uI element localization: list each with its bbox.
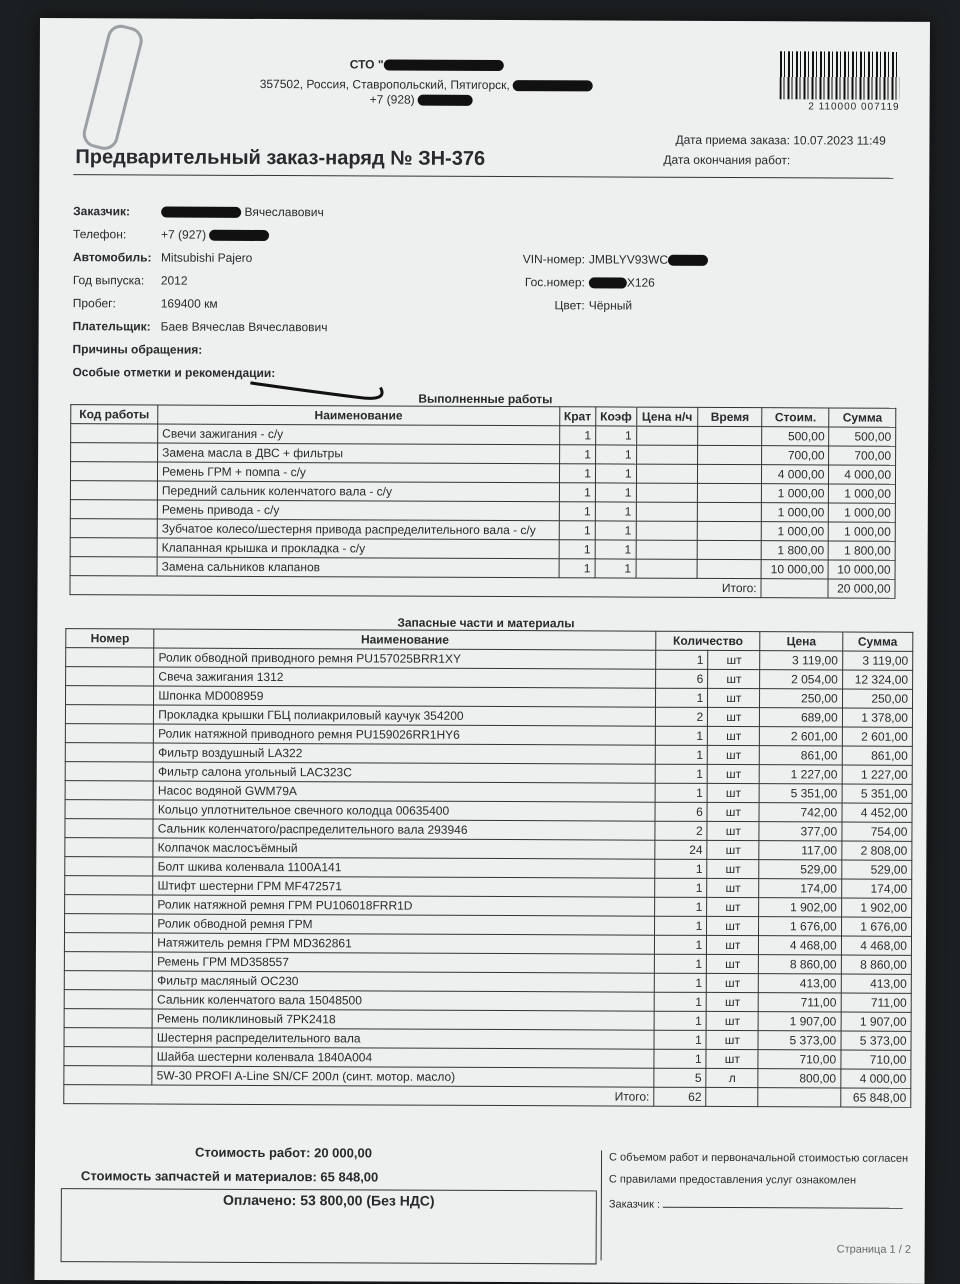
part-sum: 5 351,00 [842, 784, 912, 803]
work-rate [636, 540, 698, 559]
part-number [65, 895, 153, 914]
work-rate [636, 464, 698, 483]
part-number [65, 762, 153, 781]
part-sum: 8 860,00 [841, 955, 911, 974]
work-name: Замена масла в ДВС + фильтры [158, 443, 560, 464]
part-unit: шт [706, 1011, 758, 1030]
part-number [65, 781, 153, 800]
part-price: 4 468,00 [759, 936, 841, 955]
part-qty: 6 [656, 669, 708, 688]
work-sum: 500,00 [829, 427, 896, 446]
part-qty: 1 [655, 916, 707, 935]
parts-header-cell: Номер [66, 629, 154, 648]
works-header-cell: Код работы [71, 405, 158, 424]
part-number [64, 990, 152, 1009]
part-name: Шайба шестерни коленвала 1840A004 [152, 1047, 654, 1068]
part-number [66, 648, 154, 667]
work-name: Свечи зажигания - с/у [158, 424, 560, 445]
part-qty: 1 [654, 1049, 706, 1068]
part-number [65, 743, 153, 762]
work-name: Передний сальник коленчатого вала - с/у [157, 481, 559, 502]
work-koef: 1 [596, 426, 637, 445]
work-koef: 1 [595, 483, 636, 502]
part-sum: 4 468,00 [841, 936, 911, 955]
part-unit: л [706, 1068, 758, 1087]
part-number [64, 1066, 152, 1085]
part-number [65, 857, 153, 876]
part-price: 1 227,00 [760, 765, 842, 784]
parts-cost: Стоимость запчастей и материалов: 65 848,00 [80, 1168, 379, 1185]
work-sum: 4 000,00 [829, 465, 896, 484]
work-cost: 1 000,00 [761, 503, 828, 522]
part-price: 2 601,00 [760, 727, 842, 746]
works-header-cell: Коэф [596, 407, 637, 426]
part-price: 5 351,00 [760, 784, 842, 803]
work-krat: 1 [559, 445, 595, 464]
page-number: Страница 1 / 2 [836, 1243, 911, 1256]
work-time [697, 521, 761, 540]
work-time [698, 445, 762, 464]
part-sum: 1 902,00 [841, 898, 911, 917]
works-total-row [70, 576, 895, 599]
work-sum: 700,00 [829, 446, 896, 465]
part-name: Кольцо уплотнительное свечного колодца 00635400 [153, 800, 655, 821]
part-price: 3 119,00 [760, 651, 842, 670]
parts-header-cell: Наименование [154, 629, 656, 650]
part-name: Насос водяной GWM79A [153, 781, 655, 802]
work-code [71, 424, 158, 443]
works-total-label: Итого: [70, 576, 761, 598]
work-code [70, 519, 157, 538]
part-sum: 250,00 [842, 689, 912, 708]
part-sum: 174,00 [841, 879, 911, 898]
paper-clip [80, 22, 146, 153]
part-name: Ремень поликлиновый 7PK2418 [152, 1009, 654, 1030]
part-sum: 12 324,00 [842, 670, 912, 689]
part-qty: 1 [654, 954, 706, 973]
part-name: Шестерня распределительного вала [152, 1028, 654, 1049]
part-unit: шт [708, 669, 760, 688]
work-cost: 1 000,00 [762, 484, 829, 503]
part-name: Натяжитель ремня ГРМ MD362861 [153, 933, 655, 954]
part-sum: 861,00 [842, 746, 912, 765]
parts-title: Запасные части и материалы [397, 615, 575, 631]
part-name: Фильтр масляный OC230 [153, 971, 655, 992]
part-qty: 1 [656, 688, 708, 707]
part-number [65, 705, 153, 724]
part-sum: 2 601,00 [842, 727, 912, 746]
work-time [698, 502, 762, 521]
part-unit: шт [708, 707, 760, 726]
signature-line: Заказчик : [609, 1198, 903, 1211]
part-price: 742,00 [759, 803, 841, 822]
part-unit: шт [707, 783, 759, 802]
work-name: Клапанная крышка и прокладка - с/у [157, 538, 559, 559]
work-krat: 1 [559, 559, 595, 578]
part-qty: 1 [655, 745, 707, 764]
work-time [697, 559, 761, 578]
part-name: Штифт шестерни ГРМ MF472571 [153, 876, 655, 897]
work-rate [636, 502, 698, 521]
part-unit: шт [707, 764, 759, 783]
part-price: 8 860,00 [759, 955, 841, 974]
works-header-cell: Цена н/ч [636, 407, 698, 426]
part-unit: шт [707, 973, 759, 992]
part-qty: 1 [654, 935, 706, 954]
work-name: Зубчатое колесо/шестерня привода распределительного вала - с/у [157, 519, 559, 540]
part-price: 174,00 [759, 879, 841, 898]
part-price: 413,00 [759, 974, 841, 993]
vehicle-values: JMBLYV93WC X126 Чёрный [589, 248, 708, 318]
work-rate [636, 559, 698, 578]
part-name: Сальник коленчатого/распределительного вала 293946 [153, 819, 655, 840]
received-date: Дата приема заказа: 10.07.2023 11:49 [675, 132, 886, 148]
work-code [70, 500, 157, 519]
works-header-cell: Сумма [829, 408, 896, 427]
title-divider [73, 174, 893, 179]
works-table [69, 404, 896, 599]
company-name: СТО " [350, 57, 504, 72]
work-sum: 1 000,00 [829, 484, 896, 503]
part-qty: 1 [654, 992, 706, 1011]
work-koef: 1 [595, 521, 636, 540]
part-qty: 1 [654, 1011, 706, 1030]
work-krat: 1 [559, 483, 595, 502]
part-name: Шпонка MD008959 [154, 686, 656, 707]
part-qty: 2 [655, 821, 707, 840]
part-price: 2 054,00 [760, 670, 842, 689]
work-code [70, 538, 157, 557]
part-sum: 2 808,00 [842, 841, 912, 860]
work-code [70, 557, 157, 576]
part-price: 1 676,00 [759, 917, 841, 936]
part-name: 5W-30 PROFI A-Line SN/CF 200л (синт. мотор. масло) [152, 1066, 654, 1087]
part-name: Сальник коленчатого вала 15048500 [152, 990, 654, 1011]
part-unit: шт [707, 935, 759, 954]
part-name: Фильтр воздушный LA322 [154, 743, 656, 764]
part-price: 250,00 [760, 689, 842, 708]
work-krat: 1 [559, 540, 595, 559]
part-qty: 1 [655, 783, 707, 802]
work-krat: 1 [559, 426, 595, 445]
part-unit: шт [707, 840, 759, 859]
work-cost: 500,00 [762, 427, 829, 446]
part-number [64, 1009, 152, 1028]
part-name: Свеча зажигания 1312 [154, 667, 656, 688]
part-number [64, 1047, 152, 1066]
part-sum: 711,00 [841, 993, 911, 1012]
work-code [70, 462, 157, 481]
part-qty: 1 [654, 973, 706, 992]
work-rate [636, 445, 698, 464]
part-qty: 1 [655, 878, 707, 897]
part-unit: шт [707, 802, 759, 821]
work-name: Ремень привода - с/у [157, 500, 559, 521]
work-krat: 1 [559, 521, 595, 540]
work-cost: 10 000,00 [761, 560, 828, 579]
part-price: 5 373,00 [758, 1031, 840, 1050]
works-total-empty [761, 579, 828, 598]
part-unit: шт [707, 916, 759, 935]
parts-total-label: Итого: [64, 1085, 654, 1107]
part-unit: шт [707, 954, 759, 973]
part-unit: шт [706, 1049, 758, 1068]
part-price: 710,00 [758, 1050, 840, 1069]
part-qty: 6 [655, 802, 707, 821]
work-sum: 10 000,00 [829, 560, 896, 579]
work-rate [636, 483, 698, 502]
works-header-cell: Стоим. [762, 408, 829, 427]
part-unit: шт [708, 726, 760, 745]
part-sum: 710,00 [841, 1050, 911, 1069]
parts-header-cell: Цена [760, 632, 842, 651]
work-sum: 1 000,00 [829, 522, 896, 541]
part-price: 1 902,00 [759, 898, 841, 917]
part-sum: 3 119,00 [842, 651, 912, 670]
work-koef: 1 [595, 464, 636, 483]
work-name: Ремень ГРМ + помпа - с/у [157, 462, 559, 483]
part-unit: шт [707, 897, 759, 916]
finish-date: Дата окончания работ: [663, 152, 791, 168]
parts-total-empty [706, 1087, 758, 1106]
works-header-cell: Крат [559, 407, 595, 426]
part-unit: шт [708, 650, 760, 669]
part-number [65, 724, 153, 743]
part-number [66, 686, 154, 705]
work-cost: 1 000,00 [761, 522, 828, 541]
part-sum: 5 373,00 [841, 1031, 911, 1050]
work-time [698, 464, 762, 483]
work-cost: 1 800,00 [761, 541, 828, 560]
part-qty: 1 [655, 897, 707, 916]
part-qty: 1 [656, 650, 708, 669]
part-number [65, 838, 153, 857]
work-cost: 700,00 [762, 446, 829, 465]
parts-total-value: 65 848,00 [840, 1088, 910, 1107]
works-header-cell: Наименование [158, 405, 560, 426]
customer-values: Вячеславович +7 (927) Mitsubishi Pajero 2012 169400 км Баев Вячеслав Вячеславович [160, 204, 328, 335]
part-unit: шт [707, 821, 759, 840]
part-unit: шт [706, 1030, 758, 1049]
part-name: Болт шкива коленвала 1100A141 [153, 857, 655, 878]
part-name: Фильтр салона угольный LAC323C [153, 762, 655, 783]
work-rate [636, 521, 698, 540]
part-name: Ролик натяжной приводного ремня PU159026RR1HY6 [154, 724, 656, 745]
part-sum: 1 227,00 [842, 765, 912, 784]
parts-total-row [64, 1085, 911, 1108]
vehicle-labels: VIN-номер: Гос.номер: Цвет: [522, 252, 585, 313]
barcode-number: 2 110000 007119 [808, 101, 900, 113]
order-sheet [34, 18, 929, 1284]
part-number [64, 952, 152, 971]
work-time [698, 483, 762, 502]
part-number [65, 876, 153, 895]
work-krat: 1 [559, 502, 595, 521]
work-sum: 1 800,00 [829, 541, 896, 560]
work-koef: 1 [595, 445, 636, 464]
part-unit: шт [707, 878, 759, 897]
part-sum: 4 000,00 [841, 1069, 911, 1088]
parts-header-cell: Количество [656, 631, 760, 650]
part-sum: 1 907,00 [841, 1012, 911, 1031]
part-name: Колпачок маслосъёмный [153, 838, 655, 859]
part-number [64, 1028, 152, 1047]
customer-labels: Заказчик: Телефон: Автомобиль: Год выпуска: Пробег: Плательщик: Причины обращения: Особые отметки и рекомендации: [72, 204, 276, 381]
work-koef: 1 [595, 540, 636, 559]
part-number [65, 819, 153, 838]
part-price: 711,00 [759, 993, 841, 1012]
part-sum: 1 676,00 [841, 917, 911, 936]
work-time [697, 540, 761, 559]
part-number [65, 914, 153, 933]
paid-amount: Оплачено: 53 800,00 (Без НДС) [223, 1191, 435, 1209]
work-sum: 1 000,00 [829, 503, 896, 522]
part-unit: шт [707, 859, 759, 878]
order-title: Предварительный заказ-наряд № ЗН-376 [75, 146, 486, 170]
part-qty: 1 [654, 1030, 706, 1049]
part-name: Ролик обводной приводного ремня PU157025BRR1XY [154, 648, 656, 669]
work-code [70, 481, 157, 500]
part-qty: 24 [655, 840, 707, 859]
company-phone: +7 (928) [370, 92, 473, 106]
part-price: 800,00 [758, 1069, 840, 1088]
part-sum: 4 452,00 [842, 803, 912, 822]
part-name: Ролик обводной ремня ГРМ [153, 914, 655, 935]
part-number [65, 800, 153, 819]
part-name: Ремень ГРМ MD358557 [153, 952, 655, 973]
part-price: 377,00 [759, 822, 841, 841]
part-sum: 413,00 [841, 974, 911, 993]
part-name: Ролик натяжной ремня ГРМ PU106018FRR1D [153, 895, 655, 916]
parts-total-empty [758, 1088, 840, 1107]
part-qty: 1 [655, 764, 707, 783]
parts-total-qty: 62 [654, 1087, 706, 1106]
part-unit: шт [707, 745, 759, 764]
work-rate [636, 426, 698, 445]
part-number [64, 933, 152, 952]
work-code [71, 443, 158, 462]
part-unit: шт [706, 992, 758, 1011]
part-price: 529,00 [759, 860, 841, 879]
part-name: Прокладка крышки ГБЦ полиакриловый каучук 354200 [154, 705, 656, 726]
work-koef: 1 [595, 559, 636, 578]
part-qty: 1 [655, 726, 707, 745]
work-cost: 4 000,00 [762, 465, 829, 484]
work-koef: 1 [595, 502, 636, 521]
part-price: 689,00 [760, 708, 842, 727]
part-qty: 1 [655, 859, 707, 878]
part-price: 117,00 [759, 841, 841, 860]
works-header-cell: Время [698, 407, 762, 426]
paid-box [61, 1188, 597, 1264]
part-number [66, 667, 154, 686]
work-krat: 1 [559, 464, 595, 483]
sign-divider [601, 1150, 603, 1260]
part-qty: 2 [655, 707, 707, 726]
part-sum: 529,00 [841, 860, 911, 879]
company-address: 357502, Россия, Ставропольский, Пятигорск, [260, 77, 593, 92]
work-time [698, 426, 762, 445]
part-unit: шт [708, 688, 760, 707]
part-number [64, 971, 152, 990]
part-price: 1 907,00 [759, 1012, 841, 1031]
work-name: Замена сальников клапанов [157, 557, 559, 578]
part-qty: 5 [654, 1068, 706, 1087]
agreements: С объемом работ и первоначальной стоимостью согласен С правилами предоставления услуг ознакомлен [608, 1151, 909, 1187]
works-title: Выполненные работы [418, 391, 553, 407]
parts-header-cell: Сумма [842, 632, 912, 651]
barcode [780, 51, 900, 100]
works-cost: Стоимость работ: 20 000,00 [195, 1144, 372, 1161]
parts-table [63, 628, 913, 1108]
part-sum: 754,00 [842, 822, 912, 841]
part-sum: 1 378,00 [842, 708, 912, 727]
part-price: 861,00 [760, 746, 842, 765]
works-total-value: 20 000,00 [828, 579, 895, 598]
